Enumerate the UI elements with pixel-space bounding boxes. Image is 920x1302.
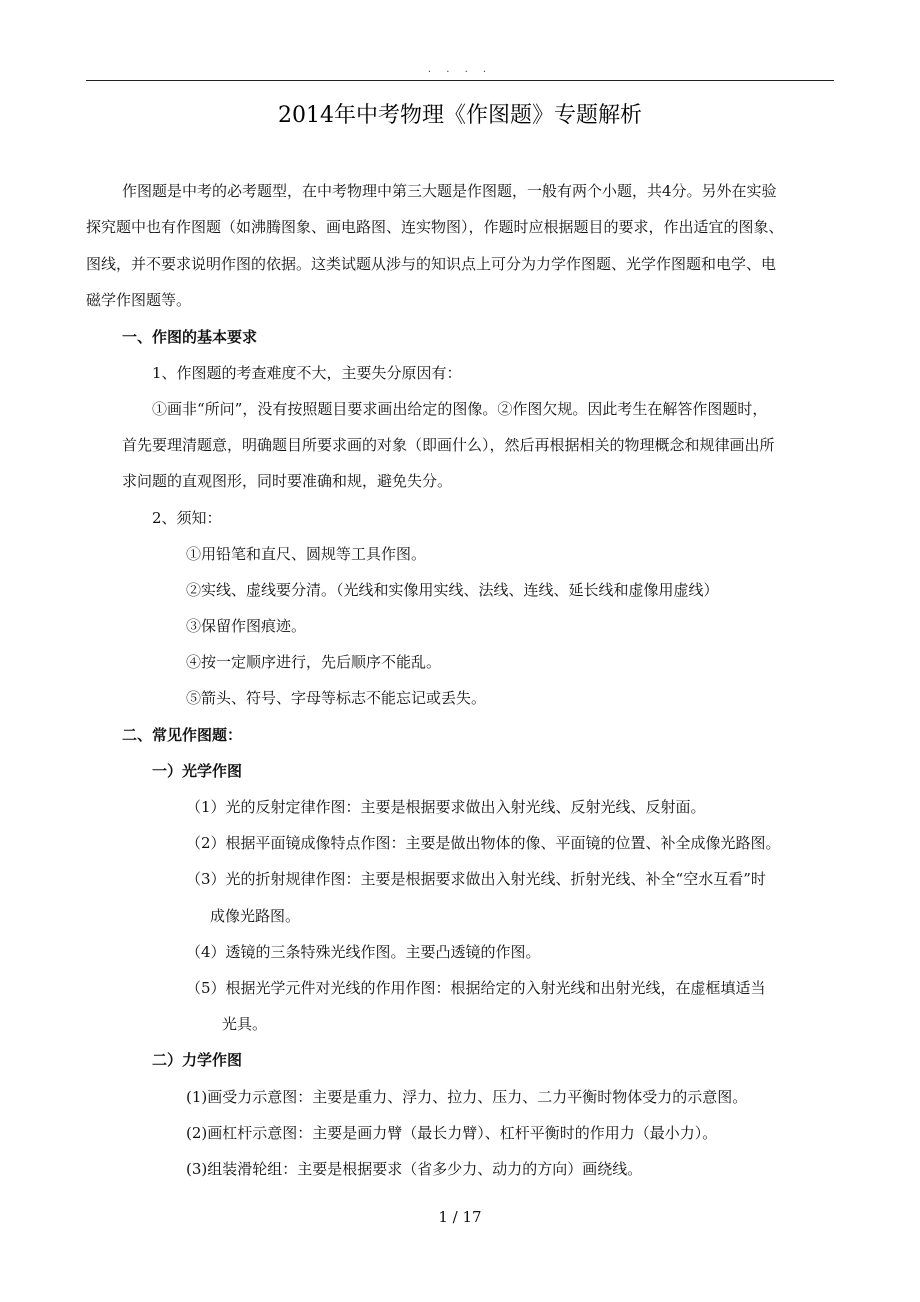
section-heading: 二、常见作图题： [122,726,243,744]
intro-line: 图线，并不要求说明作图的依据。这类试题从涉与的知识点上可分为力学作图题、光学作图题和电学、电 [86,255,777,273]
list-item: (2)画杠杆示意图：主要是画力臂（最长力臂）、杠杆平衡时的作用力（最小力）。 [186,1124,718,1142]
intro-line: 作图题是中考的必考题型，在中考物理中第三大题是作图题，一般有两个小题，共4分。另外在实验 [122,182,777,200]
section-heading: 一、作图的基本要求 [122,328,258,346]
subsection-heading: 二）力学作图 [152,1051,243,1069]
intro-line: 磁学作图题等。 [86,291,192,309]
list-item: （5）根据光学元件对光线的作用作图：根据给定的入射光线和出射光线，在虚框填适当 [186,979,766,997]
list-item: (3)组装滑轮组：主要是根据要求（省多少力、动力的方向）画绕线。 [186,1160,643,1178]
subsection-heading: 一）光学作图 [152,762,243,780]
paragraph-line: 首先要理清题意，明确题目所要求画的对象（即画什么），然后再根据相关的物理概念和规律画出所 [122,436,775,454]
note-item: ④按一定顺序进行，先后顺序不能乱。 [186,653,442,671]
list-item: 2、须知： [152,509,222,527]
paragraph-line: 求问题的直观图形，同时要准确和规，避免失分。 [122,472,453,490]
page-number: 1 / 17 [438,1208,482,1226]
list-item: 1、作图题的考查难度不大，主要失分原因有： [152,364,462,382]
list-item: （4）透镜的三条特殊光线作图。主要凸透镜的作图。 [186,943,541,961]
note-item: ①用铅笔和直尺、圆规等工具作图。 [186,545,427,563]
list-item: （2）根据平面镜成像特点作图：主要是做出物体的像、平面镜的位置、补全成像光路图。 [186,834,781,852]
intro-line: 探究题中也有作图题（如沸腾图象、画电路图、连实物图），作题时应根据题目的要求，作出适宜的图象、 [86,218,784,236]
list-item: （1）光的反射定律作图：主要是根据要求做出入射光线、反射光线、反射面。 [186,798,706,816]
note-item: ③保留作图痕迹。 [186,617,307,635]
list-item-continuation: 光具。 [222,1015,268,1033]
list-item-continuation: 成像光路图。 [210,907,301,925]
page-title: 2014年中考物理《作图题》专题解析 [278,103,642,128]
list-item: (1)画受力示意图：主要是重力、浮力、拉力、压力、二力平衡时物体受力的示意图。 [186,1088,748,1106]
header-rule [86,80,834,81]
header-marks: . . . . [427,64,493,75]
paragraph-line: ①画非“所问”，没有按照题目要求画出给定的图像。②作图欠规。因此考生在解答作图题时， [152,400,768,418]
note-item: ⑤箭头、符号、字母等标志不能忘记或丢失。 [186,689,487,707]
list-item: （3）光的折射规律作图：主要是根据要求做出入射光线、折射光线、补全“空水互看”时 [186,870,766,888]
note-item: ②实线、虚线要分清。（光线和实像用实线、法线、连线、延长线和虚像用虚线） [186,581,719,599]
